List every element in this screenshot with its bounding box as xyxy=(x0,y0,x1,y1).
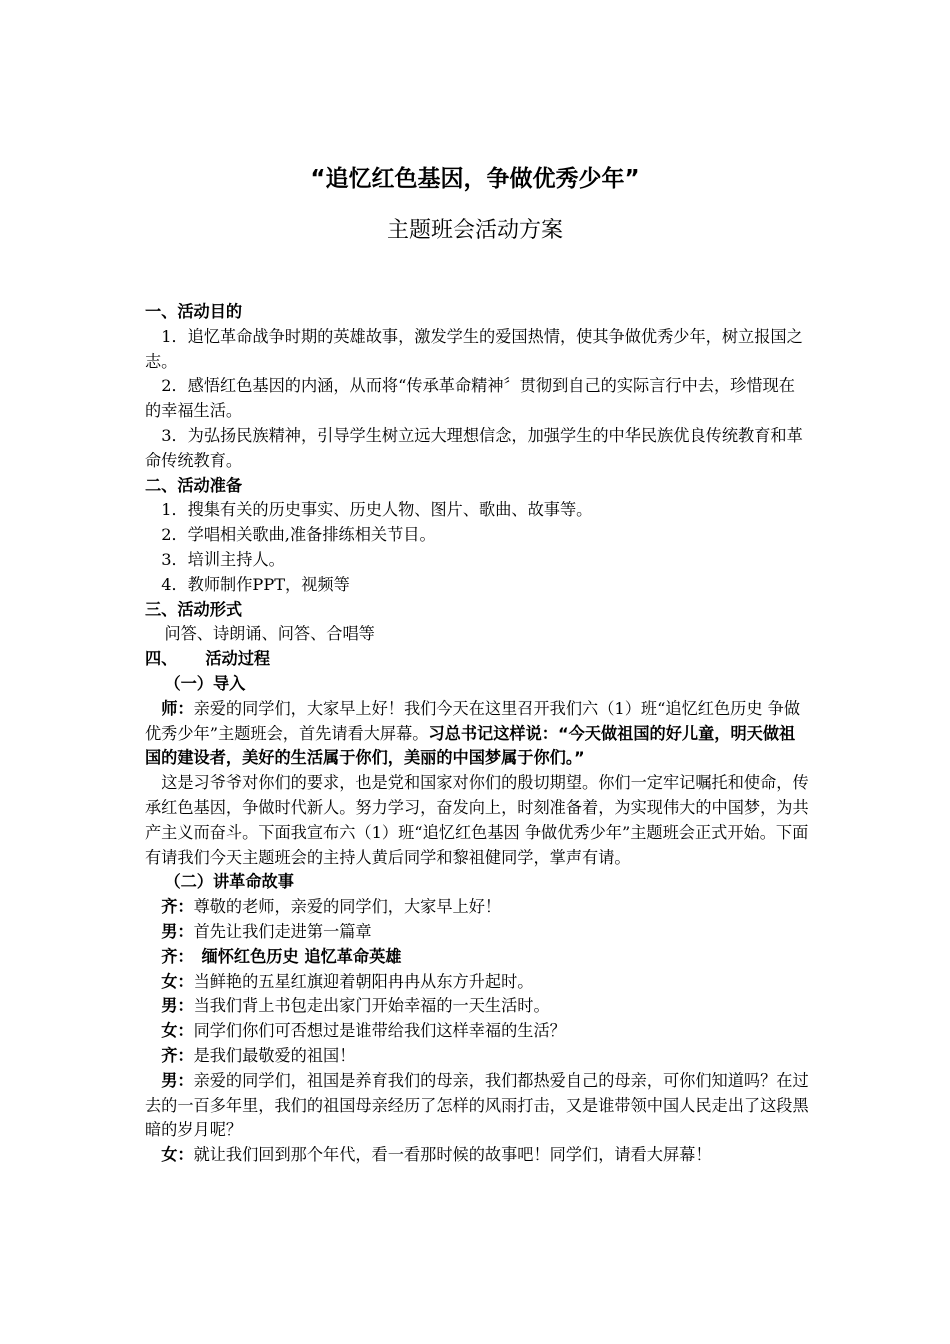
dialogue-text: 亲爱的同学们，祖国是养育我们的母亲，我们都热爱自己的母亲，可你们知道吗？在过去的一百多年里，我们的祖国母亲经历了怎样的风雨打击，又是谁带领中国人民走出了这段黑暗的岁月呢？ xyxy=(145,1070,809,1140)
dialogue-line xyxy=(145,994,810,1019)
document-body xyxy=(145,300,810,1168)
subsection-stories: （二）讲革命故事 xyxy=(164,872,294,892)
dialogue-text: 就让我们回到那个年代，看一看那时候的故事吧！同学们，请看大屏幕！ xyxy=(193,1145,712,1165)
section-heading-format: 三、活动形式 xyxy=(145,599,243,619)
process-heading-text: 活动过程 xyxy=(205,649,271,669)
teacher-speech xyxy=(145,697,810,771)
dialogue-line xyxy=(145,945,810,970)
subsection-intro: （一）导入 xyxy=(164,673,246,693)
speaker-label: 师： xyxy=(161,698,194,718)
speaker-label: 齐： xyxy=(161,946,194,966)
process-heading-number: 四、 xyxy=(145,649,178,669)
purpose-item: 3．为弘扬民族精神，引导学生树立远大理想信念，加强学生的中华民族优良传统教育和革命传统教育。 xyxy=(145,425,803,470)
dialogue-text: 是我们最敬爱的祖国！ xyxy=(193,1045,356,1065)
dialogue-line xyxy=(145,1044,810,1069)
purpose-item: 2．感悟红色基因的内涵，从而将“传承革命精神〞贯彻到自己的实际言行中去，珍惜现在的幸福生活。 xyxy=(145,376,795,421)
preparation-item: 1．搜集有关的历史事实、历史人物、图片、歌曲、故事等。 xyxy=(161,500,593,520)
teacher-quote: 习总书记这样说：“今天做祖国的好儿童，明天做祖国的建设者，美好的生活属于你们，美丽的中国梦属于你们。” xyxy=(145,723,796,768)
speaker-label: 女： xyxy=(161,1145,194,1165)
preparation-item: 4．教师制作PPT，视频等 xyxy=(161,574,350,594)
dialogue-line xyxy=(145,895,810,920)
dialogue-text: 首先让我们走进第一篇章 xyxy=(193,921,372,941)
format-text: 问答、诗朗诵、问答、合唱等 xyxy=(164,624,375,644)
speaker-label: 男： xyxy=(161,921,194,941)
teacher-text: 亲爱的同学们，大家早上好！我们今天在这里召开我们六（1）班“追忆红色历史 争做优秀少年”主题班会，首先请看大屏幕。 xyxy=(145,698,801,743)
dialogue-text: 同学们你们可否想过是谁带给我们这样幸福的生活？ xyxy=(193,1021,566,1041)
page-title: “追忆红色基因，争做优秀少年” xyxy=(310,166,640,192)
section-heading-process xyxy=(145,647,810,672)
dialogue-text: 当我们背上书包走出家门开始幸福的一天生活时。 xyxy=(193,996,550,1016)
speaker-label: 男： xyxy=(161,1070,194,1090)
intro-paragraph: 这是习爷爷对你们的要求，也是党和国家对你们的殷切期望。你们一定牢记嘱托和使命，传承红色基因，争做时代新人。努力学习，奋发向上，时刻准备着，为实现伟大的中国梦，为共产主义而奋斗。下面我宣布六（1）班“追忆红色基因 争做优秀少年”主题班会正式开始。下面有请我们今天主题班会的主持人黄后同学和黎祖健同学，掌声有请。 xyxy=(145,773,809,867)
section-heading-purpose: 一、活动目的 xyxy=(145,302,243,321)
dialogue-text: 当鲜艳的五星红旗迎着朝阳冉冉从东方升起时。 xyxy=(193,971,534,991)
dialogue-line xyxy=(145,970,810,995)
speaker-label: 女： xyxy=(161,1021,194,1041)
speaker-label: 男： xyxy=(161,996,194,1016)
page-subtitle: 主题班会活动方案 xyxy=(386,218,563,243)
dialogue-line xyxy=(145,920,810,945)
dialogue-line xyxy=(145,1143,810,1168)
dialogue-text: 缅怀红色历史 追忆革命英雄 xyxy=(201,946,402,966)
speaker-label: 女： xyxy=(161,971,194,991)
dialogue-text: 尊敬的老师，亲爱的同学们，大家早上好！ xyxy=(193,897,502,917)
preparation-item: 2．学唱相关歌曲,准备排练相关节目。 xyxy=(161,525,436,545)
dialogue-line xyxy=(145,1019,810,1044)
speaker-label: 齐： xyxy=(161,897,194,917)
purpose-item: 1．追忆革命战争时期的英雄故事，激发学生的爱国热情，使其争做优秀少年，树立报国之志。 xyxy=(145,326,803,371)
dialogue-line xyxy=(145,1069,810,1143)
section-heading-preparation: 二、活动准备 xyxy=(145,475,243,495)
preparation-item: 3．培训主持人。 xyxy=(161,549,285,569)
speaker-label: 齐： xyxy=(161,1045,194,1065)
